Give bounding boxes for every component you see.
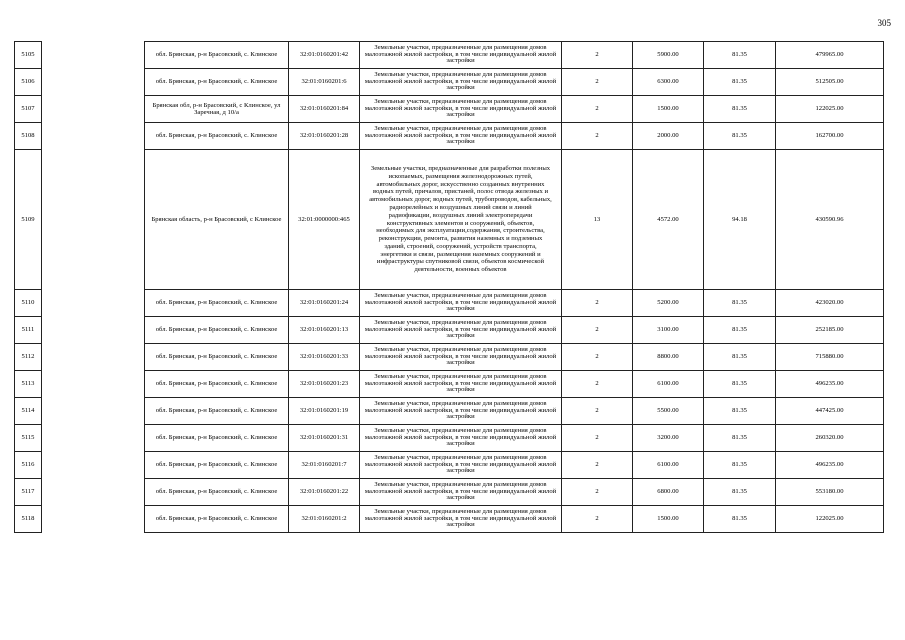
- row-land-purpose: Земельные участки, предназначенные для размещения домов малоэтажной жилой застройки, в том числе индивидуальной жилой застройки: [360, 344, 562, 371]
- row-cadastral-value: 512505.00: [776, 69, 884, 96]
- row-specific-value: 81.35: [704, 344, 776, 371]
- row-cadastral-value: 553180.00: [776, 479, 884, 506]
- table-row: [15, 96, 884, 123]
- table-row: [15, 398, 884, 425]
- row-specific-value: 81.35: [704, 290, 776, 317]
- row-address: обл. Брянская, р-н Брасовский, с. Клинское: [145, 344, 289, 371]
- row-number: 5114: [15, 398, 42, 425]
- table-body: [15, 42, 884, 533]
- row-land-purpose: Земельные участки, предназначенные для размещения домов малоэтажной жилой застройки, в том числе индивидуальной жилой застройки: [360, 452, 562, 479]
- row-group: 2: [562, 398, 633, 425]
- row-area: 3100.00: [633, 317, 704, 344]
- table-row: [15, 317, 884, 344]
- row-specific-value: 81.35: [704, 123, 776, 150]
- row-cadastral-number: 32:01:0000000:465: [289, 150, 360, 290]
- cadastral-value-table: [14, 41, 884, 533]
- row-area: 6300.00: [633, 69, 704, 96]
- row-specific-value: 81.35: [704, 371, 776, 398]
- row-specific-value: 81.35: [704, 317, 776, 344]
- row-specific-value: 81.35: [704, 506, 776, 533]
- row-area: 1500.00: [633, 506, 704, 533]
- row-cadastral-value: 447425.00: [776, 398, 884, 425]
- row-land-purpose: Земельные участки, предназначенные для размещения домов малоэтажной жилой застройки, в том числе индивидуальной жилой застройки: [360, 425, 562, 452]
- row-number: 5113: [15, 371, 42, 398]
- row-cadastral-value: 496235.00: [776, 452, 884, 479]
- row-cadastral-number: 32:01:0160201:13: [289, 317, 360, 344]
- row-gap: [42, 344, 145, 371]
- row-gap: [42, 123, 145, 150]
- row-specific-value: 81.35: [704, 96, 776, 123]
- table-row: [15, 371, 884, 398]
- row-group: 2: [562, 452, 633, 479]
- row-area: 1500.00: [633, 96, 704, 123]
- row-address: обл. Брянская, р-н Брасовский, с. Клинское: [145, 479, 289, 506]
- page-number: 305: [877, 18, 891, 28]
- row-group: 2: [562, 344, 633, 371]
- row-address: обл. Брянская, р-н Брасовский, с. Клинское: [145, 317, 289, 344]
- row-number: 5112: [15, 344, 42, 371]
- row-cadastral-value: 122025.00: [776, 506, 884, 533]
- row-cadastral-number: 32:01:0160201:84: [289, 96, 360, 123]
- row-number: 5115: [15, 425, 42, 452]
- row-group: 2: [562, 317, 633, 344]
- row-cadastral-number: 32:01:0160201:7: [289, 452, 360, 479]
- row-gap: [42, 69, 145, 96]
- row-cadastral-number: 32:01:0160201:6: [289, 69, 360, 96]
- table-row: [15, 452, 884, 479]
- table-row: [15, 123, 884, 150]
- table-row: [15, 479, 884, 506]
- row-number: 5110: [15, 290, 42, 317]
- row-land-purpose: Земельные участки, предназначенные для размещения домов малоэтажной жилой застройки, в том числе индивидуальной жилой застройки: [360, 506, 562, 533]
- row-address: обл. Брянская, р-н Брасовский, с. Клинское: [145, 452, 289, 479]
- row-gap: [42, 479, 145, 506]
- table-row: [15, 290, 884, 317]
- row-cadastral-number: 32:01:0160201:24: [289, 290, 360, 317]
- row-group: 13: [562, 150, 633, 290]
- row-cadastral-number: 32:01:0160201:2: [289, 506, 360, 533]
- row-land-purpose: Земельные участки, предназначенные для размещения домов малоэтажной жилой застройки, в том числе индивидуальной жилой застройки: [360, 42, 562, 69]
- table-row: [15, 42, 884, 69]
- row-land-purpose: Земельные участки, предназначенные для размещения домов малоэтажной жилой застройки, в том числе индивидуальной жилой застройки: [360, 96, 562, 123]
- row-address: обл. Брянская, р-н Брасовский, с. Клинское: [145, 290, 289, 317]
- row-gap: [42, 506, 145, 533]
- row-specific-value: 81.35: [704, 398, 776, 425]
- row-group: 2: [562, 506, 633, 533]
- row-area: 3200.00: [633, 425, 704, 452]
- row-cadastral-value: 496235.00: [776, 371, 884, 398]
- row-gap: [42, 290, 145, 317]
- row-cadastral-number: 32:01:0160201:33: [289, 344, 360, 371]
- row-land-purpose: Земельные участки, предназначенные для разработки полезных ископаемых, размещения железнодорожных путей, автомобильных дорог, искусственно созданных внутренних водных путей, причалов, пристаней, полос отвода железных и автомобильных дорог, водных путей, трубопроводов, кабельных, радиорелейных и воздушных линий связи и линий радиофикации, воздушных линий электропередачи конструктивных элементов и сооружений, объектов, необходимых для эксплуатации,содержания, строительства, реконструкции, ремонта, развития наземных и подземных зданий, строений, сооружений, устройств транспорта, энергетики и связи, размещения наземных сооружений и инфраструктуры спутниковой связи, объектов космической деятельности, военных объектов: [360, 150, 562, 290]
- row-area: 6100.00: [633, 452, 704, 479]
- row-land-purpose: Земельные участки, предназначенные для размещения домов малоэтажной жилой застройки, в том числе индивидуальной жилой застройки: [360, 398, 562, 425]
- row-cadastral-number: 32:01:0160201:22: [289, 479, 360, 506]
- row-number: 5106: [15, 69, 42, 96]
- row-gap: [42, 425, 145, 452]
- row-gap: [42, 42, 145, 69]
- row-cadastral-value: 162700.00: [776, 123, 884, 150]
- row-number: 5105: [15, 42, 42, 69]
- row-address: обл. Брянская, р-н Брасовский, с. Клинское: [145, 123, 289, 150]
- row-land-purpose: Земельные участки, предназначенные для размещения домов малоэтажной жилой застройки, в том числе индивидуальной жилой застройки: [360, 69, 562, 96]
- row-address: обл. Брянская, р-н Брасовский, с. Клинское: [145, 42, 289, 69]
- row-number: 5117: [15, 479, 42, 506]
- row-area: 5200.00: [633, 290, 704, 317]
- row-group: 2: [562, 123, 633, 150]
- table-row: [15, 69, 884, 96]
- row-group: 2: [562, 96, 633, 123]
- row-specific-value: 81.35: [704, 69, 776, 96]
- row-specific-value: 81.35: [704, 452, 776, 479]
- table-row: [15, 425, 884, 452]
- row-specific-value: 81.35: [704, 425, 776, 452]
- row-area: 5500.00: [633, 398, 704, 425]
- row-land-purpose: Земельные участки, предназначенные для размещения домов малоэтажной жилой застройки, в том числе индивидуальной жилой застройки: [360, 479, 562, 506]
- row-cadastral-value: 430590.96: [776, 150, 884, 290]
- row-group: 2: [562, 290, 633, 317]
- row-address: обл. Брянская, р-н Брасовский, с. Клинское: [145, 425, 289, 452]
- row-number: 5109: [15, 150, 42, 290]
- row-land-purpose: Земельные участки, предназначенные для размещения домов малоэтажной жилой застройки, в том числе индивидуальной жилой застройки: [360, 123, 562, 150]
- row-group: 2: [562, 371, 633, 398]
- row-area: 6800.00: [633, 479, 704, 506]
- row-cadastral-number: 32:01:0160201:42: [289, 42, 360, 69]
- row-specific-value: 81.35: [704, 42, 776, 69]
- row-gap: [42, 371, 145, 398]
- row-area: 8800.00: [633, 344, 704, 371]
- row-gap: [42, 317, 145, 344]
- row-land-purpose: Земельные участки, предназначенные для размещения домов малоэтажной жилой застройки, в том числе индивидуальной жилой застройки: [360, 290, 562, 317]
- row-group: 2: [562, 69, 633, 96]
- row-gap: [42, 150, 145, 290]
- row-land-purpose: Земельные участки, предназначенные для размещения домов малоэтажной жилой застройки, в том числе индивидуальной жилой застройки: [360, 371, 562, 398]
- row-address: Брянская обл, р-н Брасовский, с Клинское, ул Заречная, д 10/а: [145, 96, 289, 123]
- row-cadastral-value: 122025.00: [776, 96, 884, 123]
- row-cadastral-value: 423020.00: [776, 290, 884, 317]
- row-address: обл. Брянская, р-н Брасовский, с. Клинское: [145, 506, 289, 533]
- table-row: [15, 506, 884, 533]
- row-land-purpose: Земельные участки, предназначенные для размещения домов малоэтажной жилой застройки, в том числе индивидуальной жилой застройки: [360, 317, 562, 344]
- row-cadastral-value: 252185.00: [776, 317, 884, 344]
- row-gap: [42, 398, 145, 425]
- row-number: 5108: [15, 123, 42, 150]
- row-number: 5116: [15, 452, 42, 479]
- row-cadastral-number: 32:01:0160201:23: [289, 371, 360, 398]
- row-area: 2000.00: [633, 123, 704, 150]
- row-address: Брянская область, р-н Брасовский, с Клинское: [145, 150, 289, 290]
- row-group: 2: [562, 42, 633, 69]
- row-area: 4572.00: [633, 150, 704, 290]
- row-cadastral-number: 32:01:0160201:19: [289, 398, 360, 425]
- row-address: обл. Брянская, р-н Брасовский, с. Клинское: [145, 398, 289, 425]
- row-specific-value: 94.18: [704, 150, 776, 290]
- row-number: 5107: [15, 96, 42, 123]
- row-gap: [42, 452, 145, 479]
- row-group: 2: [562, 425, 633, 452]
- row-gap: [42, 96, 145, 123]
- row-cadastral-number: 32:01:0160201:31: [289, 425, 360, 452]
- row-number: 5118: [15, 506, 42, 533]
- row-specific-value: 81.35: [704, 479, 776, 506]
- row-number: 5111: [15, 317, 42, 344]
- row-group: 2: [562, 479, 633, 506]
- table-row: [15, 344, 884, 371]
- row-cadastral-value: 479965.00: [776, 42, 884, 69]
- row-cadastral-value: 260320.00: [776, 425, 884, 452]
- row-cadastral-value: 715880.00: [776, 344, 884, 371]
- row-area: 6100.00: [633, 371, 704, 398]
- row-address: обл. Брянская, р-н Брасовский, с. Клинское: [145, 371, 289, 398]
- table-row: [15, 150, 884, 290]
- row-area: 5900.00: [633, 42, 704, 69]
- row-address: обл. Брянская, р-н Брасовский, с. Клинское: [145, 69, 289, 96]
- row-cadastral-number: 32:01:0160201:28: [289, 123, 360, 150]
